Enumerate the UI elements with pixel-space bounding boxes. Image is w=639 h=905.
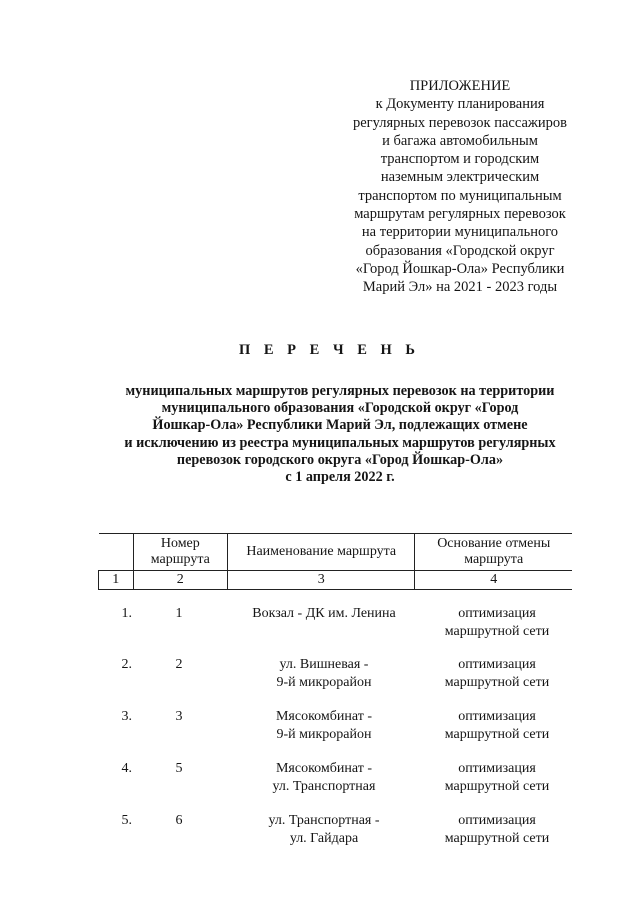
cancel-reason-line: маршрутной сети	[444, 624, 550, 640]
cancel-reason-line: маршрутной сети	[444, 675, 550, 691]
route-name	[230, 708, 418, 745]
appendix-line: транспортом по муниципальным	[358, 187, 562, 204]
row-index: 3.	[121, 709, 132, 724]
cancel-reason-line: оптимизация	[458, 813, 536, 828]
subtitle-line: муниципальных маршрутов регулярных перевозок на территории	[125, 383, 555, 399]
subtitle-line: перевозок городского округа «Город Йошкар-Ола»	[176, 451, 504, 468]
column-number: 3	[228, 571, 415, 590]
cancel-reason-line: маршрутной сети	[444, 727, 550, 743]
route-name-line: 9-й микрорайон	[276, 727, 372, 743]
appendix-line: Марий Эл» на 2021 - 2023 годы	[362, 279, 558, 296]
route-name	[230, 656, 418, 693]
column-numbers-row	[99, 571, 573, 590]
route-name-line: Мясокомбинат -	[275, 709, 373, 724]
header-text: маршрута	[150, 552, 210, 567]
header-text: Номер	[160, 536, 200, 551]
route-name-line: ул. Транспортная -	[268, 813, 380, 828]
route-number: 5	[175, 761, 183, 776]
column-number: 4	[415, 571, 572, 590]
appendix-line: и багажа автомобильным	[382, 132, 538, 149]
route-name-line: Вокзал - ДК им. Ленина	[252, 606, 396, 621]
route-name-line: ул. Транспортная	[272, 779, 376, 795]
appendix-line: ПРИЛОЖЕНИЕ	[409, 78, 511, 94]
cancel-reason-line: оптимизация	[458, 761, 536, 776]
subtitle-line: и исключению из реестра муниципальных маршрутов регулярных	[124, 434, 556, 451]
header-cell-route-number	[133, 534, 227, 571]
row-index: 2.	[121, 657, 132, 672]
cancel-reason-line: оптимизация	[458, 657, 536, 672]
row-index: 1.	[121, 606, 132, 621]
routes-table-header	[98, 533, 572, 590]
header-text: маршрута	[464, 552, 524, 567]
route-name	[230, 760, 418, 797]
cancel-reason	[418, 708, 576, 745]
cancel-reason-line: оптимизация	[458, 709, 536, 724]
header-cell-route-name	[228, 534, 415, 571]
appendix-block	[330, 77, 590, 297]
route-name-line: 9-й микрорайон	[276, 675, 372, 691]
cancel-reason	[418, 812, 576, 849]
header-cell-cancel-reason	[415, 534, 572, 571]
row-index: 5.	[121, 813, 132, 828]
appendix-line: маршрутам регулярных перевозок	[354, 206, 566, 223]
cancel-reason	[418, 605, 576, 642]
cancel-reason-line: маршрутной сети	[444, 831, 550, 847]
header-text: Основание отмены	[437, 536, 551, 551]
subtitle-line: с 1 апреля 2022 г.	[285, 469, 395, 486]
appendix-line: образования «Городской округ	[365, 242, 555, 259]
subtitle-line: Йошкар-Ола» Республики Марий Эл, подлежащих отмене	[152, 417, 528, 434]
subtitle-line: муниципального образования «Городской округ «Город	[161, 400, 519, 417]
appendix-line: транспортом и городским	[380, 151, 540, 168]
column-number: 1	[99, 571, 134, 590]
header-text: Наименование маршрута	[246, 544, 397, 559]
table-header-row	[99, 534, 573, 571]
route-name-line: ул. Гайдара	[289, 831, 359, 847]
header-cell-index	[99, 534, 134, 571]
appendix-line: регулярных перевозок пассажиров	[352, 114, 568, 131]
route-name	[230, 605, 418, 623]
document-subtitle	[80, 383, 600, 486]
appendix-line: к Документу планирования	[375, 96, 545, 113]
appendix-line: на территории муниципального	[361, 224, 559, 241]
column-number: 2	[133, 571, 227, 590]
route-name-line: ул. Вишневая -	[279, 657, 369, 672]
cancel-reason	[418, 760, 576, 797]
cancel-reason-line: оптимизация	[458, 606, 536, 621]
row-index: 4.	[121, 761, 132, 776]
route-number: 2	[175, 657, 183, 672]
appendix-line: наземным электрическим	[380, 169, 540, 186]
route-number: 3	[175, 709, 183, 724]
appendix-line: «Город Йошкар-Ола» Республики	[355, 260, 565, 277]
route-number: 6	[175, 813, 183, 828]
document-title: П Е Р Е Ч Е Н Ь	[238, 342, 421, 358]
route-name	[230, 812, 418, 849]
route-name-line: Мясокомбинат -	[275, 761, 373, 776]
cancel-reason-line: маршрутной сети	[444, 779, 550, 795]
route-number: 1	[175, 606, 183, 621]
cancel-reason	[418, 656, 576, 693]
